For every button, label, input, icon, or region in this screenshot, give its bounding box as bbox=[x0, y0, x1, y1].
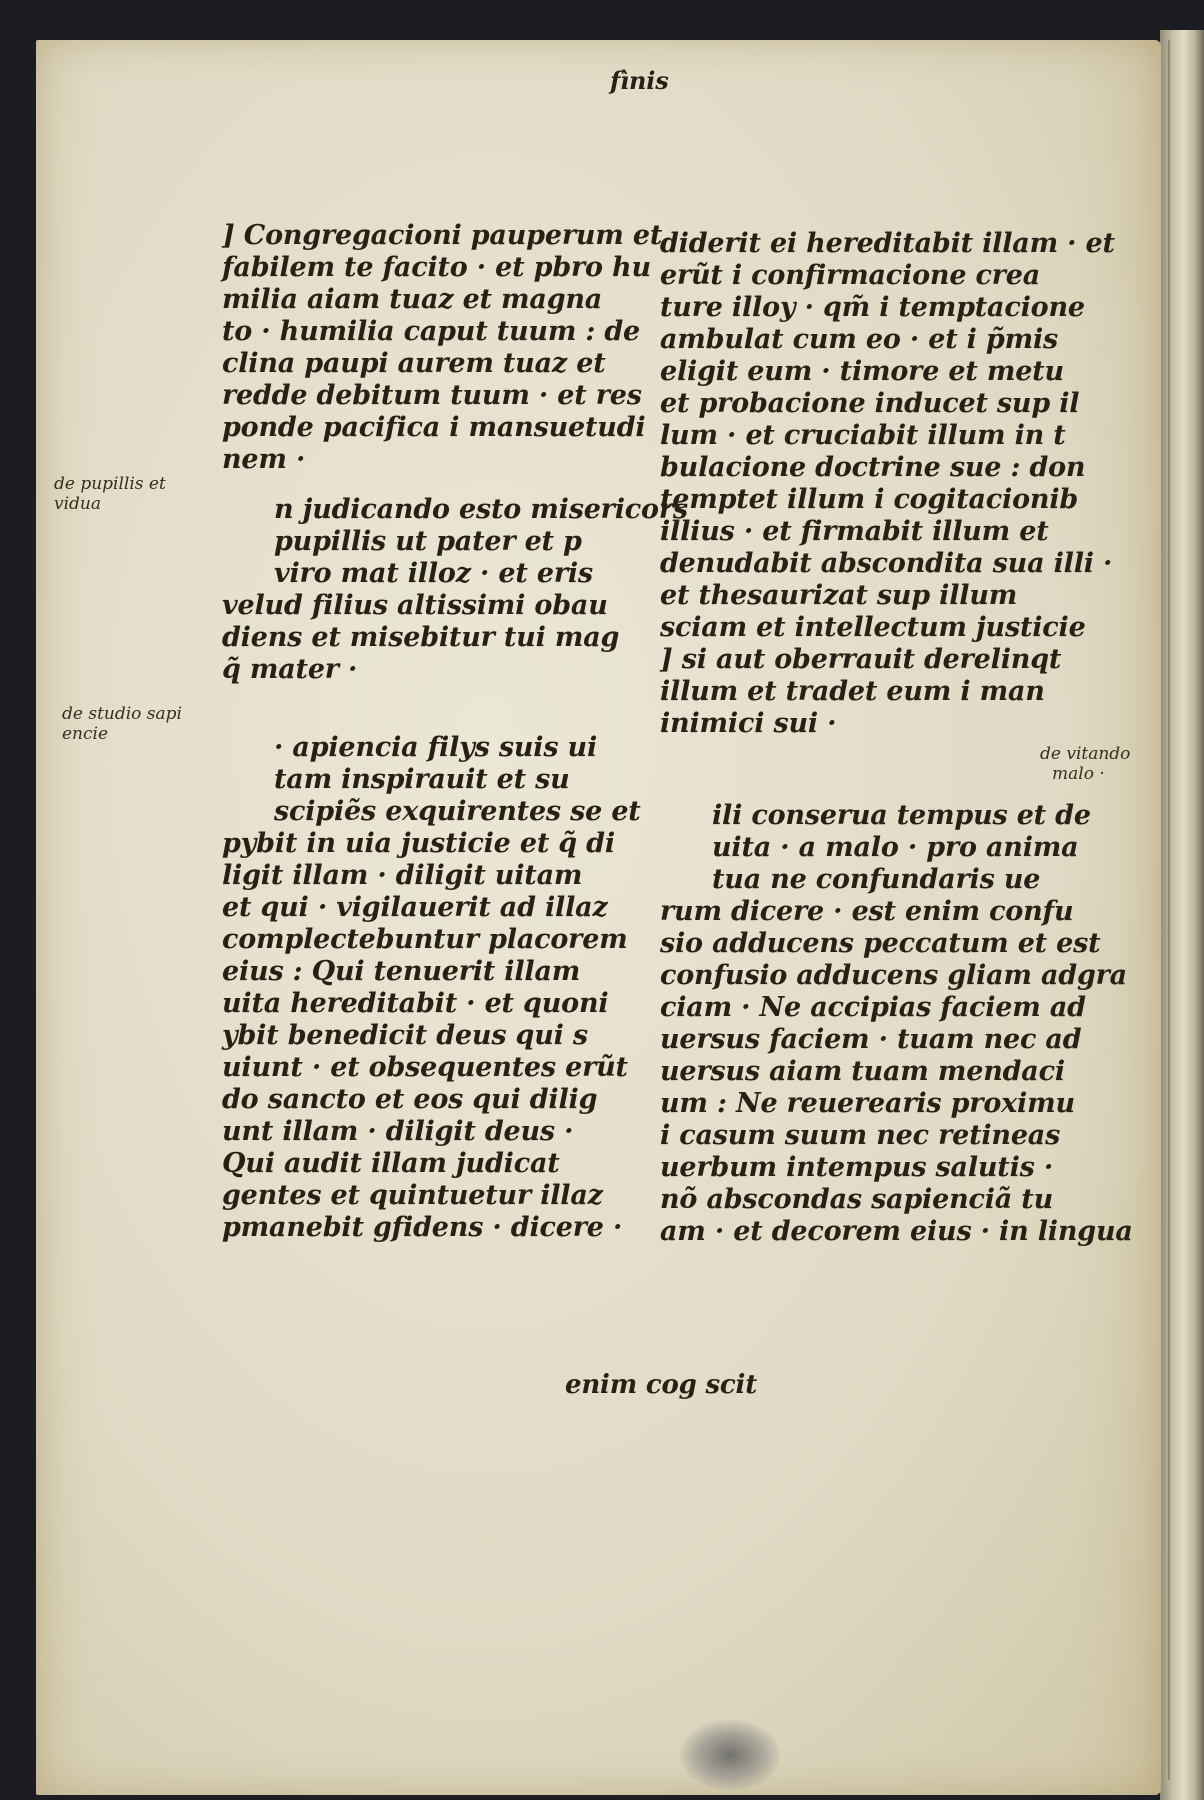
text-line: confusio adducens gliam adgra bbox=[660, 960, 1127, 991]
text-line: ciam · Ne accipias faciem ad bbox=[660, 992, 1086, 1023]
text-line: q̃ mater · bbox=[222, 654, 358, 685]
text-line: rum dicere · est enim confu bbox=[660, 896, 1074, 927]
text-line: velud filius altissimi obau bbox=[222, 590, 608, 621]
margin-note-line: vidua bbox=[54, 494, 102, 514]
text-line: diens et misebitur tui mag bbox=[222, 622, 620, 653]
ink-stain bbox=[680, 1720, 780, 1790]
text-line: et thesaurizat sup illum bbox=[660, 580, 1018, 611]
text-line: uersus faciem · tuam nec ad bbox=[660, 1024, 1082, 1055]
text-line: ponde pacifica i mansuetudi bbox=[222, 412, 646, 443]
margin-note-line: encie bbox=[62, 724, 109, 744]
text-line: sciam et intellectum justicie bbox=[660, 612, 1086, 643]
text-line: unt illam · diligit deus · bbox=[222, 1116, 574, 1147]
text-line: lum · et cruciabit illum in t bbox=[660, 420, 1066, 451]
text-line: ] si aut oberrauit derelinqt bbox=[660, 644, 1062, 675]
text-line: uiunt · et obsequentes erũt bbox=[222, 1052, 628, 1083]
text-line: illum et tradet eum i man bbox=[660, 676, 1045, 707]
text-line: uerbum intempus salutis · bbox=[660, 1152, 1054, 1183]
text-line: nõ abscondas sapienciã tu bbox=[660, 1184, 1053, 1215]
text-line: uersus aiam tuam mendaci bbox=[660, 1056, 1065, 1087]
text-line: erũt i confirmacione crea bbox=[660, 260, 1041, 291]
text-line: gentes et quintuetur illaz bbox=[222, 1180, 603, 1211]
text-line: bulacione doctrine sue : don bbox=[660, 452, 1086, 483]
text-line: temptet illum i cogitacionib bbox=[660, 484, 1079, 515]
margin-note-1 bbox=[54, 474, 166, 514]
text-line: illius · et firmabit illum et bbox=[660, 516, 1049, 547]
text-line: pmanebit gfidens · dicere · bbox=[222, 1212, 623, 1243]
text-line: uita · a malo · pro anima bbox=[712, 832, 1079, 863]
text-line: viro mat illoz · et eris bbox=[274, 558, 593, 589]
text-line: diderit ei hereditabit illam · et bbox=[660, 228, 1115, 259]
margin-note-line: de vitando bbox=[1040, 744, 1131, 764]
margin-note-3 bbox=[1040, 744, 1130, 784]
text-line: to · humilia caput tuum : de bbox=[222, 316, 641, 347]
text-line: n judicando esto misericors bbox=[274, 494, 688, 525]
text-line: tam inspirauit et su bbox=[274, 764, 570, 795]
text-line: do sancto et eos qui dilig bbox=[222, 1084, 598, 1115]
text-line: eligit eum · timore et metu bbox=[660, 356, 1064, 387]
text-line: ybit benedicit deus qui s bbox=[222, 1020, 588, 1051]
text-line: clina paupi aurem tuaz et bbox=[222, 348, 606, 379]
text-line: ili conserua tempus et de bbox=[712, 800, 1091, 831]
text-line: ture illoy · qm̃ i temptacione bbox=[660, 292, 1085, 323]
text-line: ligit illam · diligit uitam bbox=[222, 860, 583, 891]
text-line: pybit in uia justicie et q̃ di bbox=[222, 828, 615, 859]
text-line: sio adducens peccatum et est bbox=[660, 928, 1101, 959]
left-col-para-1 bbox=[222, 220, 662, 476]
margin-note-line: de studio sapi bbox=[62, 704, 182, 724]
text-line: · apiencia filys suis ui bbox=[274, 732, 598, 763]
text-line: denudabit abscondita sua illi · bbox=[660, 548, 1113, 579]
text-line: scipiẽs exquirentes se et bbox=[274, 796, 641, 827]
top-word: fìnis bbox=[610, 66, 669, 95]
book-gutter bbox=[1160, 30, 1204, 1800]
text-line: tua ne confundaris ue bbox=[712, 864, 1041, 895]
text-line: et probacione inducet sup il bbox=[660, 388, 1080, 419]
text-line: pupillis ut pater et p bbox=[274, 526, 582, 557]
text-line: nem · bbox=[222, 444, 306, 475]
margin-note-line: de pupillis et bbox=[54, 474, 166, 494]
text-line: fabilem te facito · et pbro hu bbox=[222, 252, 651, 283]
text-line: i casum suum nec retineas bbox=[660, 1120, 1061, 1151]
text-line: ] Congregacioni pauperum et bbox=[222, 220, 663, 251]
left-col-para-3 bbox=[222, 732, 641, 1244]
text-line: ambulat cum eo · et i p̃mis bbox=[660, 324, 1059, 355]
text-line: um : Ne reuerearis proximu bbox=[660, 1088, 1075, 1119]
gutter-line bbox=[1168, 40, 1170, 1780]
text-line: Qui audit illam judicat bbox=[222, 1148, 560, 1179]
margin-note-2 bbox=[62, 704, 182, 744]
text-line: milia aiam tuaz et magna bbox=[222, 284, 603, 315]
text-line: complectebuntur placorem bbox=[222, 924, 628, 955]
catchword: enim cog scit bbox=[565, 1370, 758, 1400]
right-col-para-1 bbox=[660, 228, 1115, 740]
text-line: inimici sui · bbox=[660, 708, 837, 739]
text-line: et qui · vigilauerit ad illaz bbox=[222, 892, 608, 923]
text-line: eius : Qui tenuerit illam bbox=[222, 956, 581, 987]
text-line: redde debitum tuum · et res bbox=[222, 380, 642, 411]
text-line: uita hereditabit · et quoni bbox=[222, 988, 609, 1019]
right-col-para-2 bbox=[660, 800, 1133, 1248]
left-col-para-2 bbox=[222, 494, 688, 686]
text-line: am · et decorem eius · in lingua bbox=[660, 1216, 1133, 1247]
margin-note-line: malo · bbox=[1052, 764, 1105, 784]
